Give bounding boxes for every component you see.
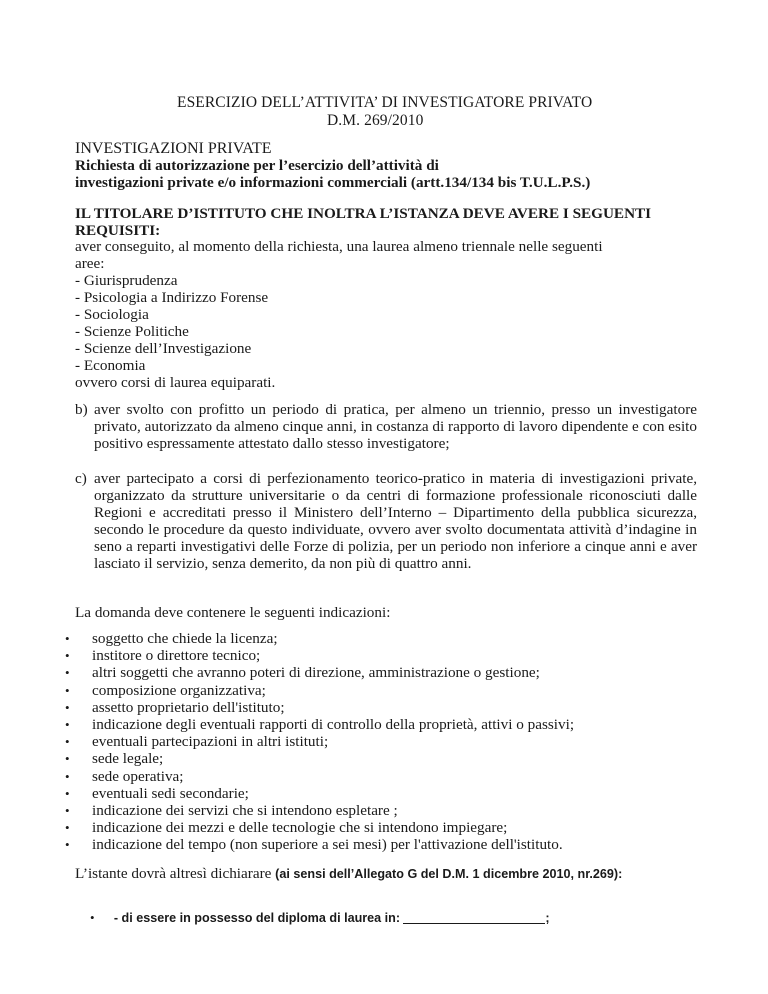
list-item: • indicazione degli eventuali rapporti di controllo della proprietà, attivi o passivi;	[65, 715, 575, 733]
requirements-intro-line-1: aver conseguito, al momento della richiesta, una laurea almeno triennale nelle seguenti	[75, 238, 603, 255]
subtitle-line-2: investigazioni private e/o informazioni commerciali (artt.134/134 bis T.U.L.P.S.)	[75, 174, 591, 191]
area-item: - Sociologia	[75, 306, 149, 323]
bullet-icon: •	[65, 820, 70, 836]
document-title: ESERCIZIO DELL’ATTIVITA’ DI INVESTIGATORE PRIVATO	[177, 94, 593, 111]
area-item: - Giurisprudenza	[75, 272, 178, 289]
bullet-icon: •	[65, 631, 70, 646]
list-item: • sede legale;	[65, 750, 164, 768]
requirement-c-label: c)	[75, 470, 87, 487]
area-item: - Scienze Politiche	[75, 323, 189, 340]
bullet-icon: •	[65, 785, 70, 801]
list-item: • soggetto che chiede la licenza;	[65, 630, 278, 647]
requirement-b	[75, 401, 697, 452]
section-heading: INVESTIGAZIONI PRIVATE	[75, 140, 272, 157]
degree-declaration-label: - di essere in possesso del diploma di laurea in:	[113, 911, 401, 925]
bullet-icon: •	[65, 665, 70, 681]
list-item: • indicazione dei mezzi e delle tecnologie che si intendono impiegare;	[65, 819, 508, 837]
area-item: - Scienze dell’Investigazione	[75, 340, 252, 357]
list-item: • eventuali sedi secondarie;	[65, 784, 249, 802]
declaration-legal-reference: (ai sensi dell’Allegato G del D.M. 1 dicembre 2010, nr.269):	[275, 867, 623, 881]
decree-reference: D.M. 269/2010	[327, 112, 424, 129]
bullet-icon: •	[65, 682, 70, 698]
degree-declaration-end: ;	[545, 911, 550, 925]
list-item: • indicazione dei servizi che si intendono espletare ;	[65, 801, 398, 819]
list-item: • institore o direttore tecnico;	[65, 647, 261, 665]
list-item: • altri soggetti che avranno poteri di direzione, amministrazione o gestione;	[65, 664, 540, 682]
list-item: • indicazione del tempo (non superiore a sei mesi) per l'attivazione dell'istituto.	[65, 836, 563, 854]
requirement-b-text: aver svolto con profitto un periodo di pratica, per almeno un triennio, presso un investigatore privato, autorizzato da almeno cinque anni, in costanza di rapporto di lavoro dipendente e con esito positivo espressamente attestato dallo stesso investigatore;	[94, 401, 697, 452]
bullet-icon: •	[65, 751, 70, 767]
degree-blank-field[interactable]	[403, 911, 545, 924]
area-item: - Psicologia a Indirizzo Forense	[75, 289, 269, 306]
area-item: - Economia	[75, 357, 146, 374]
bullet-icon: •	[65, 699, 70, 715]
declaration-intro	[75, 865, 622, 883]
list-item: • eventuali partecipazioni in altri istituti;	[65, 733, 329, 751]
list-item: • composizione organizzativa;	[65, 681, 266, 699]
areas-outro: ovvero corsi di laurea equiparati.	[75, 374, 276, 391]
bullet-icon: •	[65, 648, 70, 664]
declaration-intro-text: L’istante dovrà altresì dichiarare	[75, 865, 272, 882]
requirements-heading-line-2: REQUISITI:	[75, 222, 161, 239]
requirement-c	[75, 470, 697, 572]
bullet-icon: •	[65, 734, 70, 750]
bullet-icon: •	[65, 802, 70, 818]
requirement-c-text: aver partecipato a corsi di perfezionamento teorico-pratico in materia di investigazioni private, organizzato da strutture universitarie o da centri di formazione professionale riconosciuti dalle Regioni e accreditati presso il Ministero dell’Interno – Dipartimento della pubblica sicurezza, secondo le procedure da questo individuate, ovvero aver svolto documentata attività d’indagine in seno a reparti investigativi delle Forze di polizia, per un periodo non inferiore a cinque anni e aver lasciato il servizio, senza demerito, da non più di quattro anni.	[94, 470, 697, 572]
bullet-icon: •	[65, 716, 70, 732]
requirement-b-label: b)	[75, 401, 88, 418]
requirements-heading-line-1: IL TITOLARE D’ISTITUTO CHE INOLTRA L’ISTANZA DEVE AVERE I SEGUENTI	[75, 205, 652, 222]
list-item: • sede operativa;	[65, 767, 184, 785]
subtitle-line-1: Richiesta di autorizzazione per l’esercizio dell’attività di	[75, 157, 439, 174]
application-intro: La domanda deve contenere le seguenti indicazioni:	[75, 604, 391, 621]
list-item: • assetto proprietario dell'istituto;	[65, 698, 285, 716]
indications-list	[65, 630, 574, 853]
bullet-icon: •	[65, 768, 70, 784]
bullet-icon: •	[90, 910, 95, 925]
requirements-intro-line-2: aree:	[75, 255, 105, 272]
bullet-icon: •	[65, 837, 70, 853]
declaration-item	[90, 910, 550, 926]
